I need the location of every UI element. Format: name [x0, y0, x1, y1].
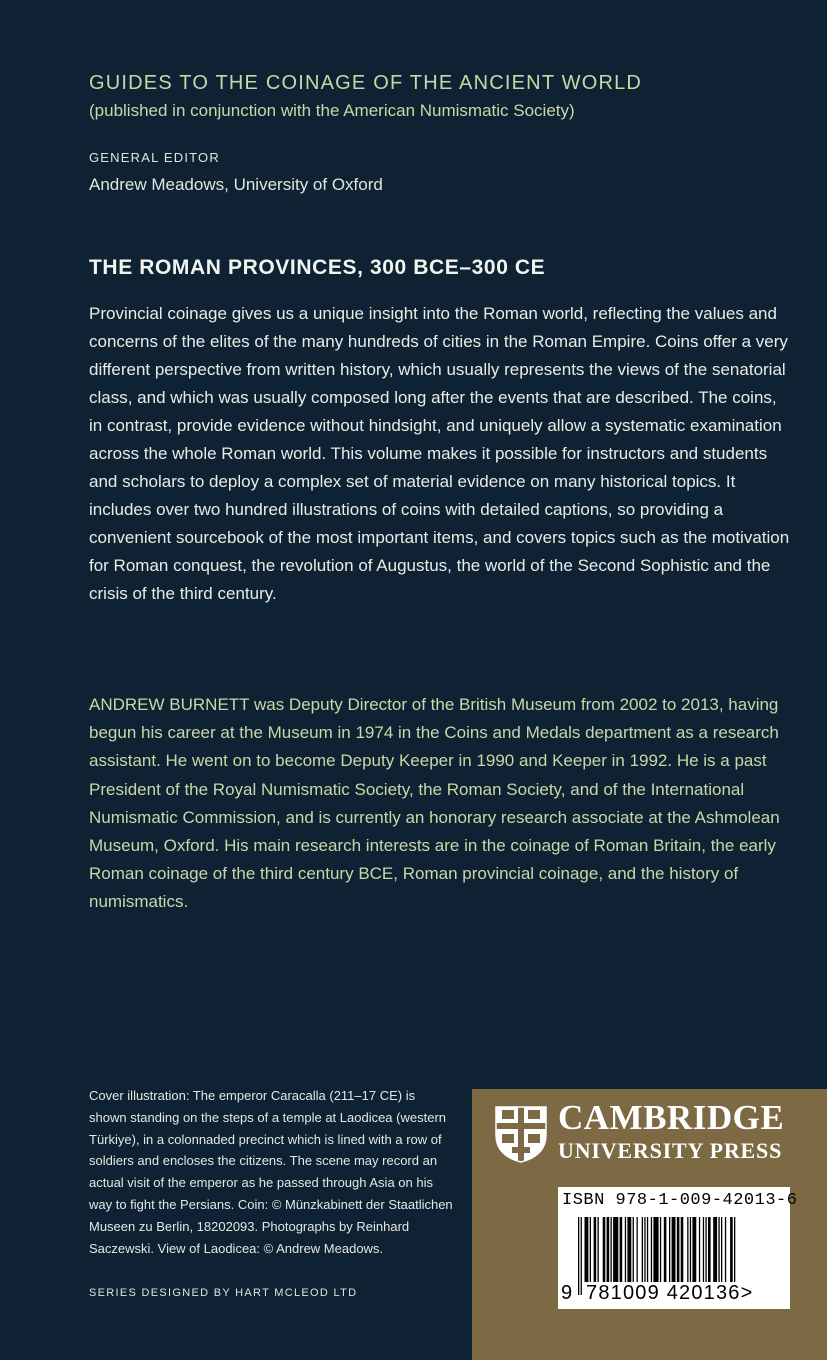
author-bio — [89, 691, 794, 917]
barcode-bar — [603, 1217, 606, 1283]
barcode-bar — [730, 1217, 733, 1283]
series-title: GUIDES TO THE COINAGE OF THE ANCIENT WORLD — [89, 72, 643, 94]
general-editor-name: Andrew Meadows, University of Oxford — [89, 175, 383, 194]
barcode-first-digit: 9 — [561, 1282, 573, 1304]
barcode-bar — [681, 1217, 684, 1283]
barcode-bar — [725, 1217, 726, 1283]
barcode-bar — [585, 1217, 589, 1283]
barcode-bar — [598, 1217, 599, 1283]
barcode-bar — [692, 1217, 696, 1283]
barcode-bar — [578, 1217, 579, 1295]
barcode-bar — [611, 1217, 612, 1283]
barcode-bar — [713, 1217, 717, 1283]
barcode-bar — [620, 1217, 623, 1283]
book-title: THE ROMAN PROVINCES, 300 BCE–300 CE — [89, 256, 546, 279]
barcode-bar — [708, 1217, 711, 1283]
barcode-bar — [581, 1217, 582, 1295]
barcode-bar — [664, 1217, 667, 1283]
barcode-bar — [718, 1217, 719, 1283]
barcode-bar — [627, 1217, 631, 1283]
barcode-bar — [607, 1217, 610, 1283]
barcode-bar — [647, 1217, 648, 1283]
barcode-bar — [721, 1217, 722, 1283]
cover-illustration-caption: Cover illustration: The emperor Caracalla (211–17 CE) is shown standing on the steps of a temple at Laodicea (western Türkiye), in a colonnaded precinct which is lined with a row of soldiers and encloses the citizens. The scene may record an actual visit of the emperor as he passed through Asia on his way to fight the Persians. Coin: © Münzkabinett der Staatlichen Museen zu Berlin, 18202093. Photographs by Reinhard Saczewski. View of Laodicea: © Andrew Meadows. — [89, 1088, 453, 1256]
barcode-bar — [703, 1217, 704, 1283]
barcode-digit-string: 781009 420136 — [586, 1282, 741, 1304]
cambridge-crest-icon — [494, 1105, 548, 1163]
series-subtitle: (published in conjunction with the American Numismatic Society) — [89, 101, 575, 120]
barcode-bar — [672, 1217, 676, 1283]
barcode-box — [558, 1187, 798, 1309]
barcode-bar — [590, 1217, 591, 1283]
series-block — [89, 70, 642, 124]
general-editor-label: GENERAL EDITOR — [89, 150, 220, 165]
publisher-name — [558, 1099, 784, 1165]
barcode-arrow: > — [740, 1282, 754, 1304]
publisher-name-line1: CAMBRIDGE — [558, 1098, 785, 1137]
isbn-label: ISBN 978-1-009-42013-6 — [562, 1191, 798, 1210]
author-name: ANDREW BURNETT — [89, 695, 250, 714]
barcode-bar — [690, 1217, 691, 1283]
author-bio-text: was Deputy Director of the British Museum from 2002 to 2013, having begun his career at the Museum in 1974 in the Coins and Medals department as a research assistant. He went on to become Deputy Keeper in 1990 and Keeper in 1992. He is a past President of the Royal Numismatic Society, the Roman Society, and of the International Numismatic Commission, and is currently an honorary research associate at the Ashmolean Museum, Oxford. His main research interests are in the coinage of Roman Britain, the early Roman coinage of the third century BCE, Roman provincial coinage, and the history of numismatics. — [89, 695, 780, 912]
barcode-bar — [669, 1217, 670, 1283]
series-design-credit: SERIES DESIGNED BY HART MCLEOD LTD — [89, 1287, 358, 1299]
barcode-bar — [625, 1217, 626, 1283]
barcode-bar — [677, 1217, 680, 1283]
barcode-bar — [613, 1217, 618, 1283]
barcode-bar — [699, 1217, 700, 1283]
barcode-bar — [594, 1217, 597, 1283]
barcode-bar — [705, 1217, 706, 1283]
barcode-bar — [651, 1217, 652, 1283]
barcode-bar — [687, 1217, 688, 1283]
book-description: Provincial coinage gives us a unique insight into the Roman world, reflecting the values and concerns of the elites of the many hundreds of cities in the Roman Empire. Coins offer a very different perspective from written history, which usually represents the views of the senatorial class, and which was usually composed long after the events that are described. The coins, in contrast, provide evidence without hindsight, and uniquely allow a systematic examination across the whole Roman world. This volume makes it possible for instructors and students and scholars to deploy a complex set of material evidence on many historical topics. It includes over two hundred illustrations of coins with detailed captions, so providing a convenient sourcebook of the most important items, and covers topics such as the motivation for Roman conquest, the revolution of Augustus, the world of the Second Sophistic and the crisis of the third century. — [89, 304, 790, 603]
barcode-bar — [633, 1217, 634, 1283]
barcode-bar — [642, 1217, 643, 1283]
barcode-digits — [584, 1282, 756, 1305]
barcode-bar — [644, 1217, 645, 1283]
publisher-name-line2: UNIVERSITY PRESS — [558, 1138, 783, 1163]
barcode-bar — [637, 1217, 638, 1283]
publisher-panel — [472, 1089, 827, 1360]
barcode-bar — [660, 1217, 661, 1283]
